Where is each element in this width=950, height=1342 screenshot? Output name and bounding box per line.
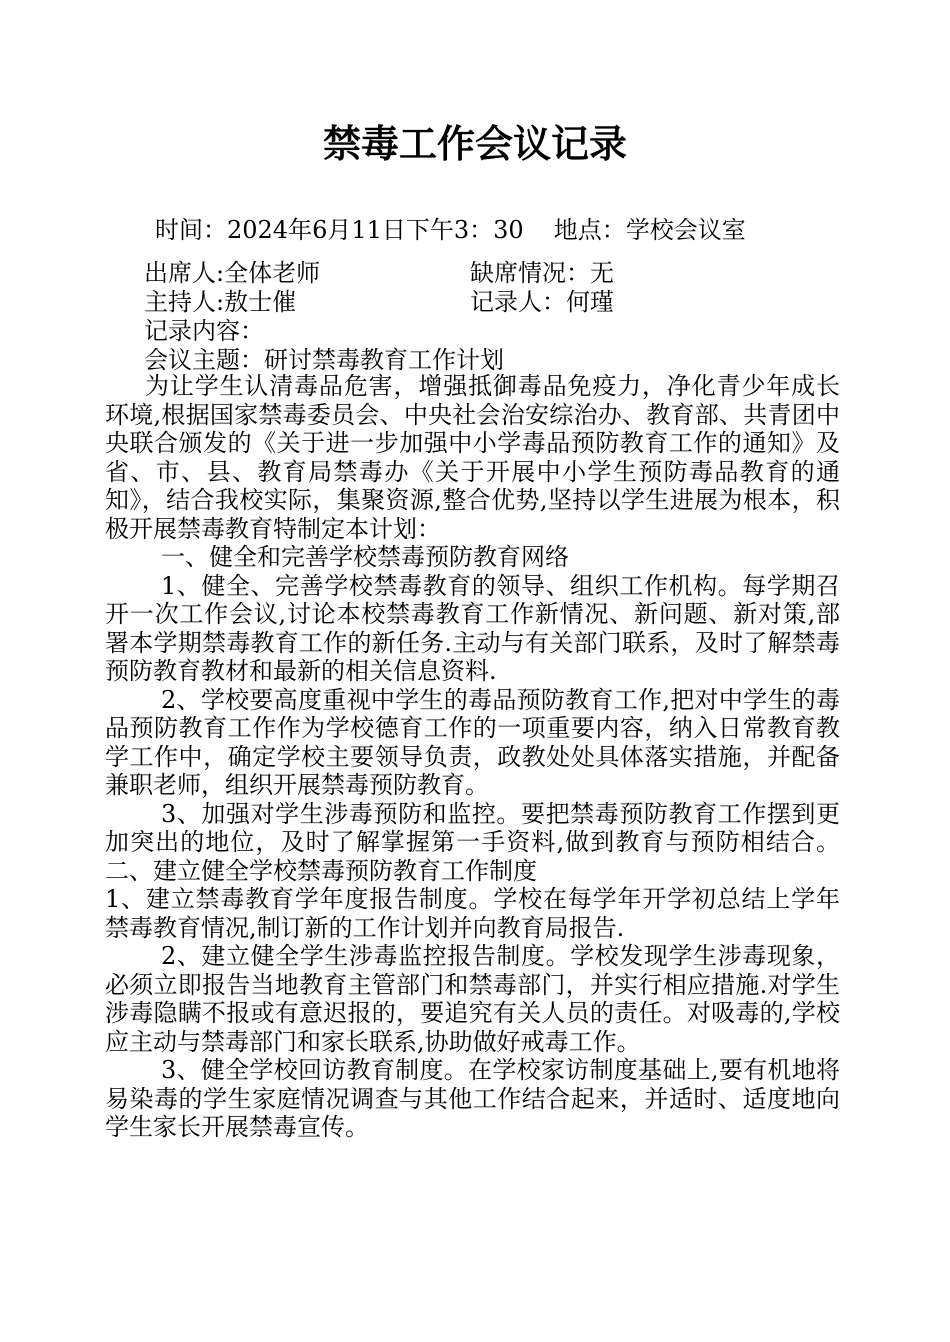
record-content-label: 记录内容： bbox=[144, 317, 264, 345]
meeting-time: 时间：2024年6月11日下午3：30 bbox=[155, 216, 524, 244]
attendees: 出席人:全体老师 bbox=[144, 259, 321, 287]
paragraph-item: 2、建立健全学生涉毒监控报告制度。学校发现学生涉毒现象，必须立即报告当地教育主管部门和禁毒部门，并实行相应措施.对学生涉毒隐瞒不报或有意迟报的，要追究有关人员的责任。对吸毒的,学校应主动与禁毒部门和家长联系,协助做好戒毒工作。 bbox=[105, 942, 840, 1056]
meeting-topic: 会议主题：研讨禁毒教育工作计划 bbox=[144, 346, 504, 374]
absence: 缺席情况：无 bbox=[470, 259, 614, 287]
meeting-place: 地点：学校会议室 bbox=[553, 216, 746, 244]
paragraph-item: 1、建立禁毒教育学年度报告制度。学校在每学年开学初总结上学年禁毒教育情况,制订新的工作计划并向教育局报告. bbox=[105, 885, 840, 942]
document-title: 禁毒工作会议记录 bbox=[322, 121, 627, 166]
record-body bbox=[105, 372, 840, 1142]
attendance-row bbox=[144, 258, 614, 288]
section-heading: 一、健全和完善学校禁毒预防教育网络 bbox=[161, 543, 569, 571]
paragraph-intro: 为让学生认清毒品危害，增强抵御毒品免疫力，净化青少年成长环境,根据国家禁毒委员会、中央社会治安综治办、教育部、共青团中央联合颁发的《关于进一步加强中小学毒品预防教育工作的通知》及省、市、县、教育局禁毒办《关于开展中小学生预防毒品教育的通知》，结合我校实际，集聚资源,整合优势,坚持以学生进展为根本，积极开展禁毒教育特制定本计划： bbox=[105, 372, 840, 543]
paragraph-item: 3、健全学校回访教育制度。在学校家访制度基础上,要有机地将易染毒的学生家庭情况调查与其他工作结合起来，并适时、适度地向学生家长开展禁毒宣传。 bbox=[105, 1056, 840, 1141]
recorder: 记录人：何瑾 bbox=[470, 288, 614, 316]
paragraph-item: 2、学校要高度重视中学生的毒品预防教育工作,把对中学生的毒品预防教育工作作为学校德育工作的一项重要内容，纳入日常教育教学工作中，确定学校主要领导负责，政教处处具体落实措施，并配备兼职老师，组织开展禁毒预防教育。 bbox=[105, 685, 840, 799]
meeting-time-place bbox=[155, 214, 746, 246]
host: 主持人:敖士催 bbox=[144, 288, 297, 316]
host-row bbox=[144, 287, 614, 317]
paragraph-item: 3、加强对学生涉毒预防和监控。要把禁毒预防教育工作摆到更加突出的地位，及时了解掌握第一手资料,做到教育与预防相结合。二、建立健全学校禁毒预防教育工作制度 bbox=[105, 799, 840, 885]
paragraph-item: 1、健全、完善学校禁毒教育的领导、组织工作机构。每学期召开一次工作会议,讨论本校禁毒教育工作新情况、新问题、新对策,部署本学期禁毒教育工作的新任务.主动与有关部门联系，及时了解禁毒预防教育教材和最新的相关信息资料. bbox=[105, 571, 840, 685]
